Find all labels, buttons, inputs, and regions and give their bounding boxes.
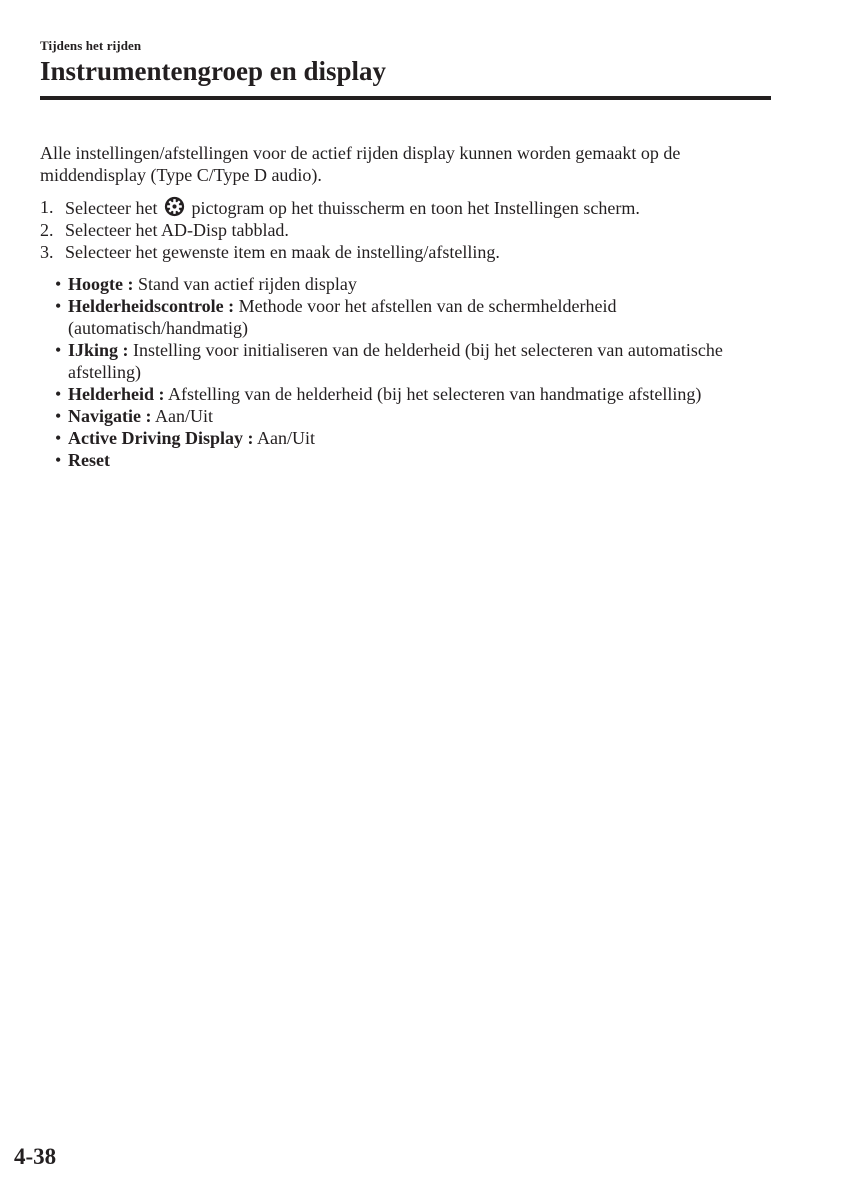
bullet: •	[55, 340, 62, 360]
list-item	[55, 405, 770, 427]
item-term: Hoogte :	[68, 274, 134, 294]
item-description: Aan/Uit	[155, 406, 213, 426]
step-text	[65, 196, 640, 219]
list-item	[55, 295, 770, 339]
bullet: •	[55, 450, 62, 470]
list-item	[55, 339, 770, 383]
item-description: Stand van actief rijden display	[137, 274, 357, 294]
step-item	[40, 219, 770, 241]
main-content	[40, 142, 770, 471]
item-description: Aan/Uit	[257, 428, 315, 448]
item-term: Reset	[68, 450, 110, 470]
item-description: Instelling voor initialiseren van de helderheid (bij het selecteren van automatische afstelling)	[68, 340, 723, 382]
settings-gear-icon	[164, 196, 185, 217]
list-item	[55, 427, 770, 449]
section-label: Tijdens het rijden	[40, 38, 142, 53]
bullet: •	[55, 406, 62, 426]
settings-items-list	[40, 273, 770, 471]
step-number: 3.	[40, 242, 54, 262]
step-text-before: Selecteer het	[65, 198, 158, 218]
page-number: 4-38	[14, 1144, 57, 1169]
list-item	[55, 273, 770, 295]
bullet: •	[55, 384, 62, 404]
bullet: •	[55, 296, 62, 316]
bullet: •	[55, 274, 62, 294]
item-term: Active Driving Display :	[68, 428, 254, 448]
step-item	[40, 241, 770, 263]
step-item	[40, 196, 770, 219]
bullet: •	[55, 428, 62, 448]
step-number: 2.	[40, 220, 54, 240]
item-term: Helderheidscontrole :	[68, 296, 235, 316]
step-number: 1.	[40, 197, 54, 217]
list-item	[55, 383, 770, 405]
item-term: Helderheid :	[68, 384, 165, 404]
steps-list	[40, 196, 770, 263]
step-text: Selecteer het AD-Disp tabblad.	[65, 220, 289, 240]
title-rule	[40, 96, 771, 100]
item-description: Methode voor het afstellen van de schermhelderheid (automatisch/handmatig)	[68, 296, 617, 338]
item-term: Navigatie :	[68, 406, 152, 426]
intro-paragraph: Alle instellingen/afstellingen voor de actief rijden display kunnen worden gemaakt op de middendisplay (Type C/Type D audio).	[40, 143, 681, 185]
list-item	[55, 449, 770, 471]
item-term: IJking :	[68, 340, 129, 360]
page-title: Instrumentengroep en display	[40, 56, 387, 86]
step-text-after: pictogram op het thuisscherm en toon het Instellingen scherm.	[191, 198, 640, 218]
item-description: Afstelling van de helderheid (bij het selecteren van handmatige afstelling)	[168, 384, 702, 404]
step-text: Selecteer het gewenste item en maak de instelling/afstelling.	[65, 242, 500, 262]
